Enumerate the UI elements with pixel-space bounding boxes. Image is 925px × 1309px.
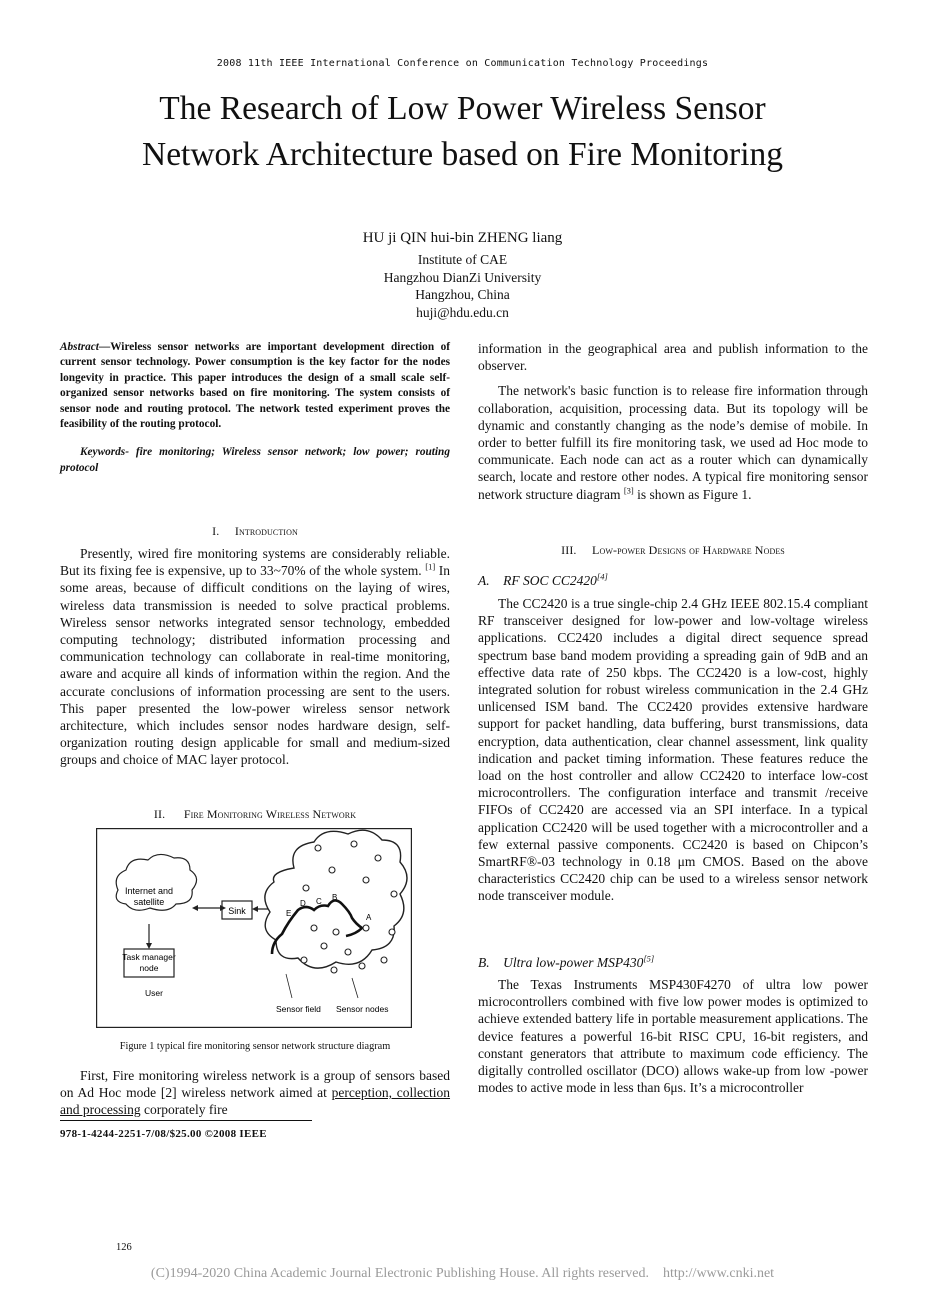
- ref-5: [5]: [643, 953, 655, 964]
- s2-p1-text-a: First, Fire monitoring wireless network is a group of sensors based on Ad Hoc mode [2] wireless network aimed at: [60, 1068, 450, 1101]
- subsection-b-title: Ultra low-power MSP430: [503, 955, 644, 970]
- paper-title: [60, 86, 865, 178]
- ref-3: [3]: [623, 485, 634, 496]
- affiliation-email: huji@hdu.edu.cn: [416, 304, 509, 320]
- ref-1: [1]: [425, 561, 436, 572]
- abstract-dash: —: [98, 341, 111, 353]
- internet-label-2: satellite: [133, 897, 165, 907]
- sensor-node: [315, 845, 321, 851]
- node-label-d: D: [300, 899, 306, 908]
- subsection-a-title: RF SOC CC2420: [503, 573, 597, 588]
- s2-p2-text-a: The network's basic function is to release fire information through collaboration, acquisition, processing data. But its topology will be dynamic and constantly changing as the node’s demise of mobile. In order to better fulfill its fire monitoring task, we used ad Hoc mode to communicate. Each node can act as a router which can dynamically search, locate and restore other nodes. A typical fire monitoring sensor network structure diagram: [478, 383, 868, 502]
- section-2-heading: [60, 806, 450, 823]
- left-column: [60, 340, 450, 476]
- abstract-label: Abstract: [60, 341, 99, 353]
- sensor-node: [375, 855, 381, 861]
- sensor-node: [311, 925, 317, 931]
- s2-p1-continued: information in the geographical area and publish information to the observer.: [478, 341, 868, 374]
- intro-text-b: In some areas, because of difficult conditions on the laying of wires, wireless data transmission is needed to solve practical problems. Wireless sensor networks integrated sensor technology, embedded computing technology; distributed information processing and communication technology can collaborate in real-time monitoring, aware and acquire all kinds of information within the region. And the accurate conclusions of information processing are sent to the users. This paper presented the low-power wireless sensor network architecture, which includes sensor nodes hardware design, self- organization routing design applicable for small and medium-sized groups and choice of MAC layer protocol.: [60, 563, 450, 768]
- sensor-node: [329, 867, 335, 873]
- subsection-b-heading: [478, 955, 654, 971]
- figure-caption: Figure 1 typical fire monitoring sensor network structure diagram: [119, 1041, 391, 1052]
- affiliation-university: Hangzhou DianZi University: [383, 269, 542, 285]
- sensor-node: [359, 963, 365, 969]
- section-3-title: Low-power Designs of Hardware Nodes: [592, 543, 785, 557]
- internet-label-1: Internet and: [124, 886, 174, 896]
- s2-p2-text-b: is shown as Figure 1.: [633, 486, 752, 502]
- sensor-node: [391, 891, 397, 897]
- figure-1: [96, 828, 412, 1028]
- sensor-node: [321, 943, 327, 949]
- section-1-number: I.: [212, 524, 220, 538]
- s2-p1-text-b: corporately fire: [140, 1102, 228, 1118]
- msp430-text: The Texas Instruments MSP430F4270 of ultra low power microcontrollers combined with five low power modes is optimized to achieve extended battery life in portable measurement applications. The device features a powerful 16-bit RISC CPU, 16-bit registers, and constant generators that attribute to maximum code efficiency. The digitally controlled oscillator (DCO) allows wake-up from low -power modes to active mode in less than 6μs. It’s a microcontroller: [478, 977, 868, 1096]
- sensor-field-label: Sensor field: [276, 1004, 321, 1014]
- footnote-rule: [60, 1120, 312, 1121]
- isbn-line: 978-1-4244-2251-7/08/$25.00 ©2008 IEEE: [60, 1128, 267, 1140]
- authors: HU ji QIN hui-bin ZHENG liang: [362, 230, 563, 246]
- sensor-node: [301, 957, 307, 963]
- sensor-node: [389, 929, 395, 935]
- subsection-a-heading: [478, 573, 608, 589]
- subsection-b-label: B.: [478, 955, 490, 970]
- conference-header: 2008 11th IEEE International Conference on Communication Technology Proceedings: [216, 58, 709, 69]
- section-2-title: Fire Monitoring Wireless Network: [183, 807, 357, 821]
- sensor-node: [303, 885, 309, 891]
- affiliation-institute: Institute of CAE: [417, 252, 508, 267]
- section-1-heading: [60, 523, 450, 540]
- sensor-node: [363, 877, 369, 883]
- intro-paragraph: [60, 545, 450, 769]
- keywords: Keywords- fire monitoring; Wireless sensor network; low power; routing protocol: [60, 446, 450, 474]
- intro-text-a: Presently, wired fire monitoring systems are considerably reliable. But its fixing fee is expensive, up to 33~70% of the whole system.: [60, 546, 450, 579]
- node-label-e: E: [286, 909, 292, 918]
- cc2420-text: The CC2420 is a true single-chip 2.4 GHz IEEE 802.15.4 compliant RF transceiver designed for low-power and low-voltage wireless applications. CC2420 includes a digital direct sequence spread spectrum base band modem providing a spreading gain of 9dB and an effective data rate of 250 kbps. The CC2420 is a low-cost, highly integrated solution for robust wireless communication in the 2.4 GHz unlicensed ISM band. The CC2420 provides extensive hardware support for packet handling, data buffering, burst transmissions, data encryption, data authentication, clear channel assessment, link quality indication and packet timing information. These features reduce the load on the host controller and allow CC2420 to interface low-cost microcontrollers. The configuration interface and transmit /receive FIFOs of CC2420 are accessed via an SPI interface. In a typical application CC2420 will be used together with a microcontroller and a few external passive components. CC2420 is based on Chipcon’s SmartRF®-03 technology in 0.18 μm CMOS. Based on the above characteristics CC2420 chip can be used to a wireless sensor network node transceiver module.: [478, 596, 868, 904]
- subsection-a-paragraph: [478, 595, 868, 905]
- ref-4: [4]: [596, 571, 608, 582]
- task-label-1: Task manager: [122, 952, 176, 962]
- abstract: [60, 340, 450, 432]
- section-3-heading: [478, 542, 868, 559]
- section-2-number: II.: [153, 807, 166, 821]
- subsection-b-paragraph: [478, 976, 868, 1096]
- sensor-node: [381, 957, 387, 963]
- right-column: [478, 340, 868, 503]
- sensor-node: [351, 841, 357, 847]
- sink-label: Sink: [228, 906, 246, 916]
- page-number: 126: [116, 1242, 132, 1253]
- node-label-b: B: [332, 893, 338, 902]
- abstract-text: Wireless sensor networks are important development direction of current sensor technology. Power consumption is the key factor for the nodes longevity in practice. This paper introduces the design of a small scale self-organized sensor networks based on fire monitoring. The system consists of sensor node and routing protocol. The network tested experiment proves the feasibility of the routing protocol.: [60, 341, 450, 431]
- task-label-2: node: [139, 963, 159, 973]
- sensor-node: [345, 949, 351, 955]
- section-2-paragraph-1: [60, 1067, 450, 1119]
- node-label-c: C: [316, 897, 322, 906]
- s2-p1-underlined: perception, collection and processing: [60, 1085, 451, 1118]
- sensor-nodes-label: Sensor nodes: [336, 1004, 389, 1014]
- title-line-2: Network Architecture based on Fire Monitoring: [142, 136, 783, 173]
- sensor-node: [333, 929, 339, 935]
- sensor-node: [331, 967, 337, 973]
- section-3-number: III.: [561, 543, 577, 557]
- section-1-title: Introduction: [234, 524, 298, 538]
- user-label: User: [145, 988, 163, 998]
- subsection-a-label: A.: [478, 573, 490, 588]
- sensor-node: [363, 925, 369, 931]
- cnki-copyright: (C)1994-2020 China Academic Journal Electronic Publishing House. All rights reserved. http://www.cnki.net: [150, 1266, 775, 1281]
- node-label-a: A: [366, 913, 372, 922]
- title-line-1: The Research of Low Power Wireless Sensor: [159, 90, 766, 127]
- affiliation-city: Hangzhou, China: [415, 287, 510, 302]
- affiliation: [0, 251, 925, 321]
